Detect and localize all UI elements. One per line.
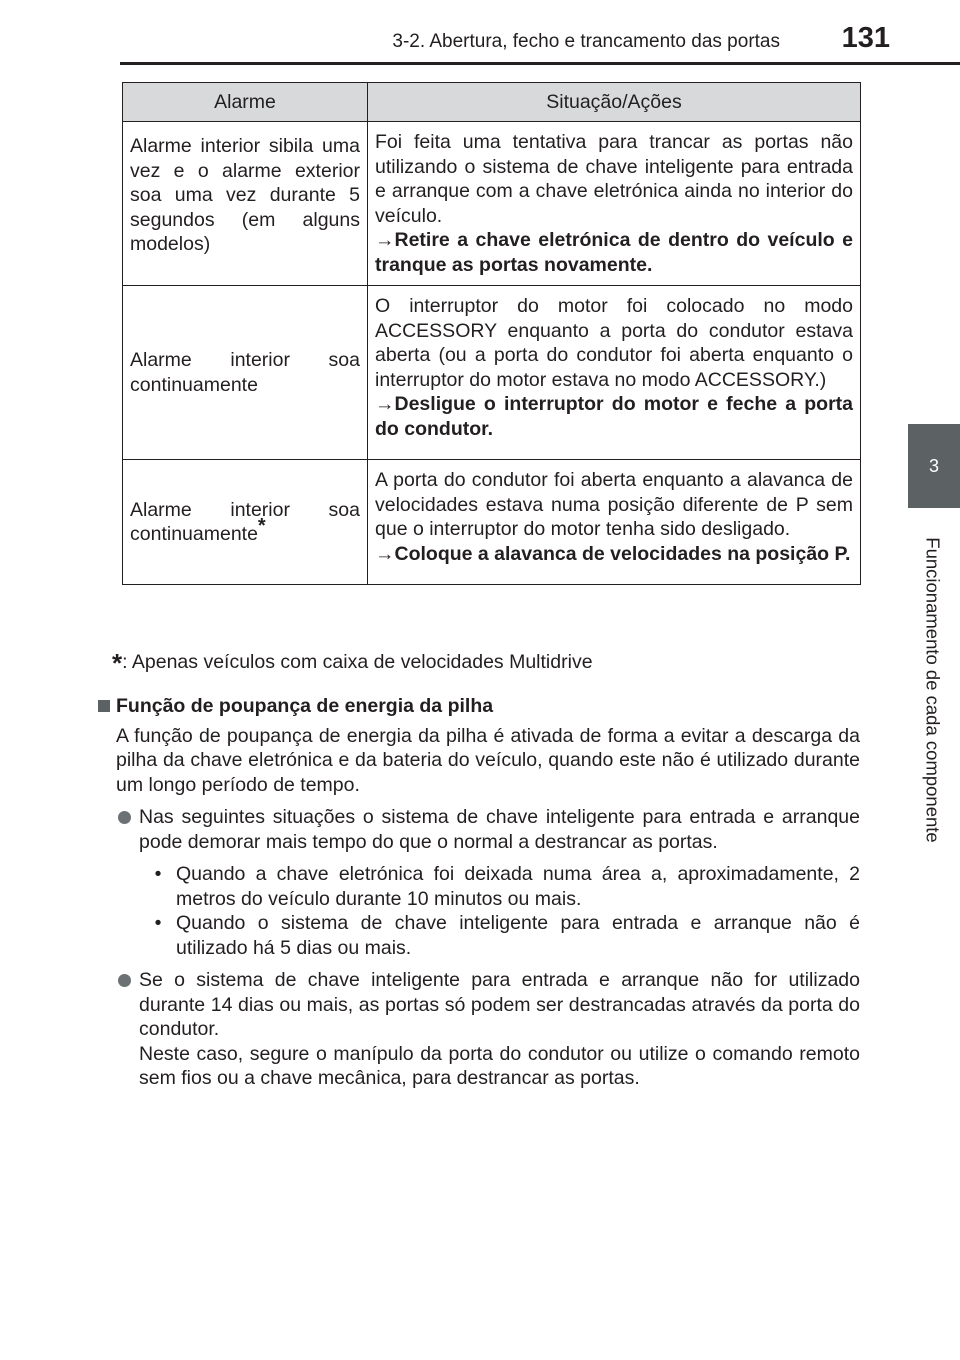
action-text xyxy=(375,393,853,440)
alarm-text: Alarme interior sibila uma vez e o alarme exterior soa uma vez durante 5 segundos (em alguns modelos) xyxy=(130,135,360,255)
situation-text: A porta do condutor foi aberta enquanto a alavanca de velocidades estava numa posição diferente de P sem que o interruptor do motor tenha sido desligado. xyxy=(375,469,853,540)
action-text xyxy=(375,229,853,276)
table-cell-situation xyxy=(368,460,861,585)
chapter-tab-number: 3 xyxy=(928,455,939,476)
chapter-tab[interactable] xyxy=(908,424,960,508)
table-header-situation: Situação/Ações xyxy=(368,83,861,122)
battery-saving-section xyxy=(98,694,860,1091)
table-header-row xyxy=(123,83,861,122)
action-label: Coloque a alavanca de velocidades na posição P. xyxy=(394,542,851,565)
footnote xyxy=(112,648,872,678)
bullet-text xyxy=(139,968,860,1091)
table-cell-situation xyxy=(368,122,861,286)
bullet-text-extra: Neste caso, segure o manípulo da porta do condutor ou utilize o comando remoto sem fios ou a chave mecânica, para destrancar as portas. xyxy=(139,1042,860,1089)
table-cell-alarm xyxy=(123,460,368,585)
table-row xyxy=(123,122,861,286)
list-item xyxy=(116,805,860,854)
table-cell-alarm xyxy=(123,122,368,286)
chapter-side-label xyxy=(907,520,959,860)
dot-bullet-icon: • xyxy=(154,863,162,885)
chapter-side-label-text: Funcionamento de cada componente xyxy=(923,537,944,843)
table-row xyxy=(123,286,861,460)
situation-text: Foi feita uma tentativa para trancar as portas não utilizando o sistema de chave inteligente para entrada e arranque com a chave eletrónica ainda no interior do veículo. xyxy=(375,131,853,227)
section-heading xyxy=(98,694,860,719)
table-cell-situation xyxy=(368,286,861,460)
alarm-text: Alarme interior soa continuamente xyxy=(130,498,360,545)
footnote-star: * xyxy=(112,648,123,678)
section-intro: A função de poupança de energia da pilha é ativada de forma a evitar a descarga da pilha da chave eletrónica e da bateria do veículo, quando este não é utilizado durante um longo período de tempo. xyxy=(116,724,860,796)
situation-text: O interruptor do motor foi colocado no modo ACCESSORY enquanto a porta do condutor estava aberta (ou a porta do condutor foi aberta enquanto o interruptor do motor estava no modo ACCESSORY.) xyxy=(375,295,853,391)
action-text xyxy=(375,543,850,565)
sub-item-text: Quando a chave eletrónica foi deixada numa área a, aproximadamente, 2 metros do veículo durante 10 minutos ou mais. xyxy=(176,863,860,910)
circle-bullet-icon xyxy=(118,974,131,987)
alarm-table xyxy=(122,82,861,585)
dot-bullet-icon: • xyxy=(154,912,162,934)
table-header-alarm: Alarme xyxy=(123,83,368,122)
header-rule xyxy=(120,62,960,65)
footnote-text: : Apenas veículos com caixa de velocidades Multidrive xyxy=(122,651,593,673)
bullet-text: Nas seguintes situações o sistema de chave inteligente para entrada e arranque pode demorar mais tempo do que o normal a destrancar as portas. xyxy=(139,806,860,853)
action-label: Retire a chave eletrónica de dentro do veículo e tranque as portas novamente. xyxy=(375,229,853,276)
table-row xyxy=(123,460,861,585)
chapter-title: 3-2. Abertura, fecho e trancamento das portas xyxy=(392,31,780,52)
page-number: 131 xyxy=(841,22,890,54)
list-item xyxy=(140,862,860,911)
action-label: Desligue o interruptor do motor e feche a porta do condutor. xyxy=(375,393,853,440)
arrow-icon: → xyxy=(375,542,395,565)
circle-bullet-icon xyxy=(118,811,131,824)
footnote-marker: * xyxy=(257,515,266,537)
bullet-text-main: Se o sistema de chave inteligente para entrada e arranque não for utilizado durante 14 dias ou mais, as portas só podem ser destrancadas através da porta do condutor. xyxy=(139,969,860,1040)
section-heading-text: Função de poupança de energia da pilha xyxy=(116,695,494,717)
sub-item-text: Quando o sistema de chave inteligente para entrada e arranque não é utilizado há 5 dias ou mais. xyxy=(176,912,860,959)
alarm-text: Alarme interior soa continuamente xyxy=(130,349,360,396)
arrow-icon: → xyxy=(375,393,395,415)
square-bullet-icon xyxy=(98,700,110,712)
list-item xyxy=(140,911,860,960)
sub-list xyxy=(140,862,860,960)
table-cell-alarm xyxy=(123,286,368,460)
arrow-icon: → xyxy=(375,229,395,251)
list-item xyxy=(116,968,860,1091)
